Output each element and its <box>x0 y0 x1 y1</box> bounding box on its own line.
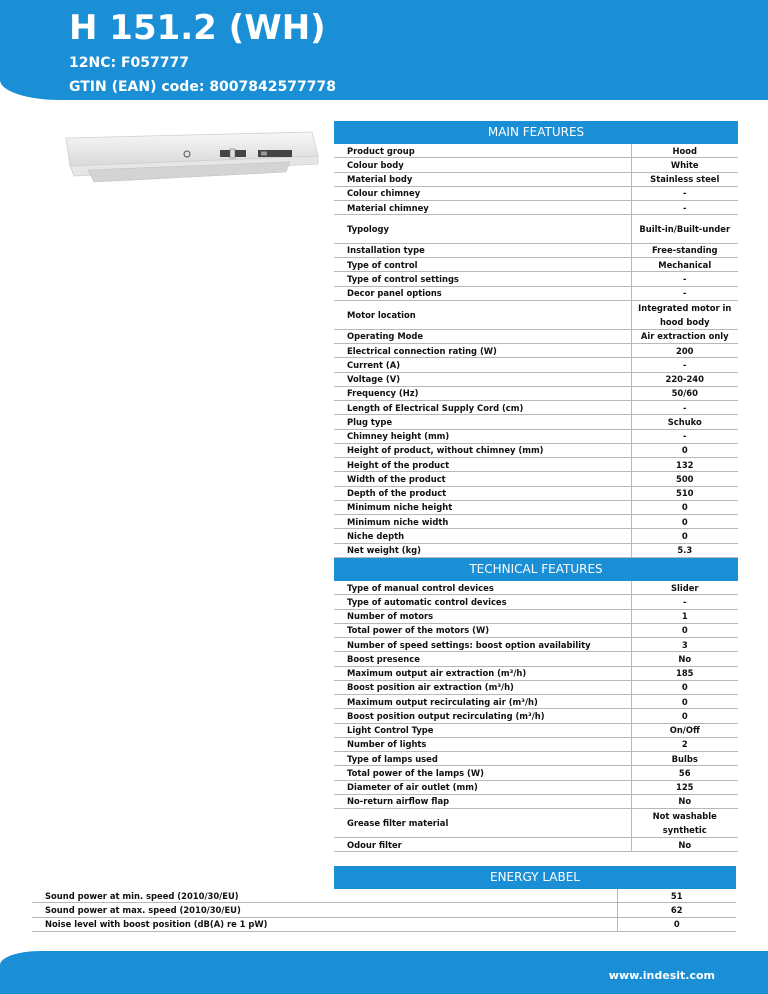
spec-label: Colour chimney <box>334 186 631 200</box>
spec-row <box>334 286 738 300</box>
spec-row <box>334 543 738 557</box>
spec-value: 51 <box>617 889 736 903</box>
spec-value: 2 <box>631 737 738 751</box>
spec-row <box>334 258 738 272</box>
spec-label: Minimum niche height <box>334 500 631 514</box>
spec-value: 200 <box>631 344 738 358</box>
spec-label: Voltage (V) <box>334 372 631 386</box>
spec-row <box>334 752 738 766</box>
spec-row <box>334 215 738 244</box>
spec-row <box>32 903 736 917</box>
technical-features-heading: TECHNICAL FEATURES <box>334 558 738 581</box>
spec-label: Plug type <box>334 415 631 429</box>
spec-row <box>334 623 738 637</box>
spec-label: Minimum niche width <box>334 515 631 529</box>
website-url: www.indesit.com <box>608 969 715 982</box>
spec-value: - <box>631 272 738 286</box>
spec-value: 0 <box>617 917 736 931</box>
spec-label: Type of manual control devices <box>334 581 631 595</box>
spec-value: 0 <box>631 529 738 543</box>
spec-value: No <box>631 838 738 852</box>
spec-row <box>334 666 738 680</box>
spec-label: Type of lamps used <box>334 752 631 766</box>
spec-value: Slider <box>631 581 738 595</box>
spec-row <box>334 300 738 329</box>
spec-row <box>334 372 738 386</box>
spec-value: 125 <box>631 780 738 794</box>
spec-row <box>334 486 738 500</box>
spec-row <box>334 723 738 737</box>
nc-value: F057777 <box>120 55 189 71</box>
spec-label: Width of the product <box>334 472 631 486</box>
spec-label: Total power of the lamps (W) <box>334 766 631 780</box>
spec-row <box>334 201 738 215</box>
spec-value: On/Off <box>631 723 738 737</box>
spec-row <box>334 472 738 486</box>
spec-row <box>334 329 738 343</box>
spec-row <box>334 709 738 723</box>
spec-row <box>334 595 738 609</box>
main-features-table <box>334 144 738 558</box>
spec-row <box>334 515 738 529</box>
spec-value: No <box>631 794 738 808</box>
spec-label: Number of speed settings: boost option availability <box>334 638 631 652</box>
spec-label: Maximum output recirculating air (m³/h) <box>334 695 631 709</box>
spec-value: 0 <box>631 709 738 723</box>
spec-value: Not washable synthetic <box>631 809 738 838</box>
spec-value: - <box>631 595 738 609</box>
spec-value: Hood <box>631 144 738 158</box>
technical-features-table <box>334 581 738 852</box>
spec-value: No <box>631 652 738 666</box>
spec-value: 510 <box>631 486 738 500</box>
spec-row <box>334 680 738 694</box>
spec-row <box>334 737 738 751</box>
spec-row <box>334 272 738 286</box>
spec-label: Boost position output recirculating (m³/h) <box>334 709 631 723</box>
spec-value: - <box>631 186 738 200</box>
spec-label: Net weight (kg) <box>334 543 631 557</box>
spec-row <box>334 652 738 666</box>
spec-row <box>334 500 738 514</box>
main-features-section <box>334 121 738 558</box>
spec-label: Motor location <box>334 300 631 329</box>
spec-value: 5.3 <box>631 543 738 557</box>
spec-value: 0 <box>631 695 738 709</box>
spec-row <box>32 917 736 931</box>
spec-label: Light Control Type <box>334 723 631 737</box>
spec-row <box>334 144 738 158</box>
spec-row <box>334 766 738 780</box>
spec-value: - <box>631 401 738 415</box>
spec-label: Total power of the motors (W) <box>334 623 631 637</box>
spec-label: Boost presence <box>334 652 631 666</box>
spec-row <box>334 780 738 794</box>
spec-value: Stainless steel <box>631 172 738 186</box>
spec-label: Maximum output air extraction (m³/h) <box>334 666 631 680</box>
spec-value: - <box>631 286 738 300</box>
spec-row <box>32 889 736 903</box>
energy-label-table <box>32 889 736 932</box>
spec-value: Bulbs <box>631 752 738 766</box>
spec-label: Number of motors <box>334 609 631 623</box>
spec-label: Odour filter <box>334 838 631 852</box>
spec-row <box>334 529 738 543</box>
energy-label-heading: ENERGY LABEL <box>334 866 736 889</box>
spec-label: No-return airflow flap <box>334 794 631 808</box>
spec-label: Noise level with boost position (dB(A) re 1 pW) <box>32 917 617 931</box>
spec-row <box>334 429 738 443</box>
spec-value: 0 <box>631 500 738 514</box>
spec-label: Electrical connection rating (W) <box>334 344 631 358</box>
spec-label: Height of the product <box>334 458 631 472</box>
spec-row <box>334 638 738 652</box>
product-image <box>60 128 322 190</box>
spec-value: 0 <box>631 443 738 457</box>
spec-label: Colour body <box>334 158 631 172</box>
spec-value: - <box>631 201 738 215</box>
spec-row <box>334 158 738 172</box>
spec-label: Grease filter material <box>334 809 631 838</box>
nc-label: 12NC <box>69 55 111 71</box>
spec-label: Length of Electrical Supply Cord (cm) <box>334 401 631 415</box>
spec-label: Operating Mode <box>334 329 631 343</box>
spec-value: 132 <box>631 458 738 472</box>
spec-value: Mechanical <box>631 258 738 272</box>
header-banner <box>0 0 768 100</box>
spec-label: Typology <box>334 215 631 244</box>
gtin-value: 8007842577778 <box>209 79 336 95</box>
spec-value: Integrated motor in hood body <box>631 300 738 329</box>
spec-label: Type of control settings <box>334 272 631 286</box>
spec-row <box>334 458 738 472</box>
product-title: H 151.2 (WH) <box>69 8 326 48</box>
technical-features-section <box>334 558 738 852</box>
spec-label: Niche depth <box>334 529 631 543</box>
spec-label: Current (A) <box>334 358 631 372</box>
spec-value: Schuko <box>631 415 738 429</box>
gtin-code: GTIN (EAN) code: 8007842577778 <box>69 79 336 95</box>
spec-label: Installation type <box>334 243 631 257</box>
spec-value: - <box>631 429 738 443</box>
spec-value: 56 <box>631 766 738 780</box>
spec-value: 0 <box>631 680 738 694</box>
spec-row <box>334 794 738 808</box>
spec-label: Boost position air extraction (m³/h) <box>334 680 631 694</box>
spec-row <box>334 386 738 400</box>
spec-value: White <box>631 158 738 172</box>
spec-value: Air extraction only <box>631 329 738 343</box>
spec-row <box>334 186 738 200</box>
spec-row <box>334 401 738 415</box>
spec-row <box>334 358 738 372</box>
spec-label: Diameter of air outlet (mm) <box>334 780 631 794</box>
spec-row <box>334 809 738 838</box>
spec-value: 220-240 <box>631 372 738 386</box>
spec-label: Number of lights <box>334 737 631 751</box>
spec-label: Sound power at min. speed (2010/30/EU) <box>32 889 617 903</box>
spec-row <box>334 443 738 457</box>
spec-label: Material chimney <box>334 201 631 215</box>
spec-label: Decor panel options <box>334 286 631 300</box>
spec-label: Sound power at max. speed (2010/30/EU) <box>32 903 617 917</box>
spec-label: Frequency (Hz) <box>334 386 631 400</box>
spec-row <box>334 838 738 852</box>
spec-value: 1 <box>631 609 738 623</box>
spec-label: Material body <box>334 172 631 186</box>
spec-value: Free-standing <box>631 243 738 257</box>
spec-row <box>334 695 738 709</box>
spec-value: - <box>631 358 738 372</box>
spec-label: Type of automatic control devices <box>334 595 631 609</box>
spec-row <box>334 172 738 186</box>
gtin-label: GTIN (EAN) code <box>69 79 199 95</box>
spec-label: Height of product, without chimney (mm) <box>334 443 631 457</box>
spec-row <box>334 581 738 595</box>
spec-label: Depth of the product <box>334 486 631 500</box>
spec-value: 50/60 <box>631 386 738 400</box>
spec-value: 0 <box>631 623 738 637</box>
spec-row <box>334 609 738 623</box>
footer-banner <box>0 951 768 994</box>
spec-label: Product group <box>334 144 631 158</box>
spec-value: Built-in/Built-under <box>631 215 738 244</box>
spec-row <box>334 344 738 358</box>
spec-value: 62 <box>617 903 736 917</box>
spec-value: 3 <box>631 638 738 652</box>
nc-code: 12NC: F057777 <box>69 55 189 71</box>
energy-label-section <box>32 866 736 932</box>
spec-value: 0 <box>631 515 738 529</box>
spec-row <box>334 243 738 257</box>
spec-value: 500 <box>631 472 738 486</box>
spec-label: Type of control <box>334 258 631 272</box>
main-features-heading: MAIN FEATURES <box>334 121 738 144</box>
spec-label: Chimney height (mm) <box>334 429 631 443</box>
spec-row <box>334 415 738 429</box>
spec-value: 185 <box>631 666 738 680</box>
